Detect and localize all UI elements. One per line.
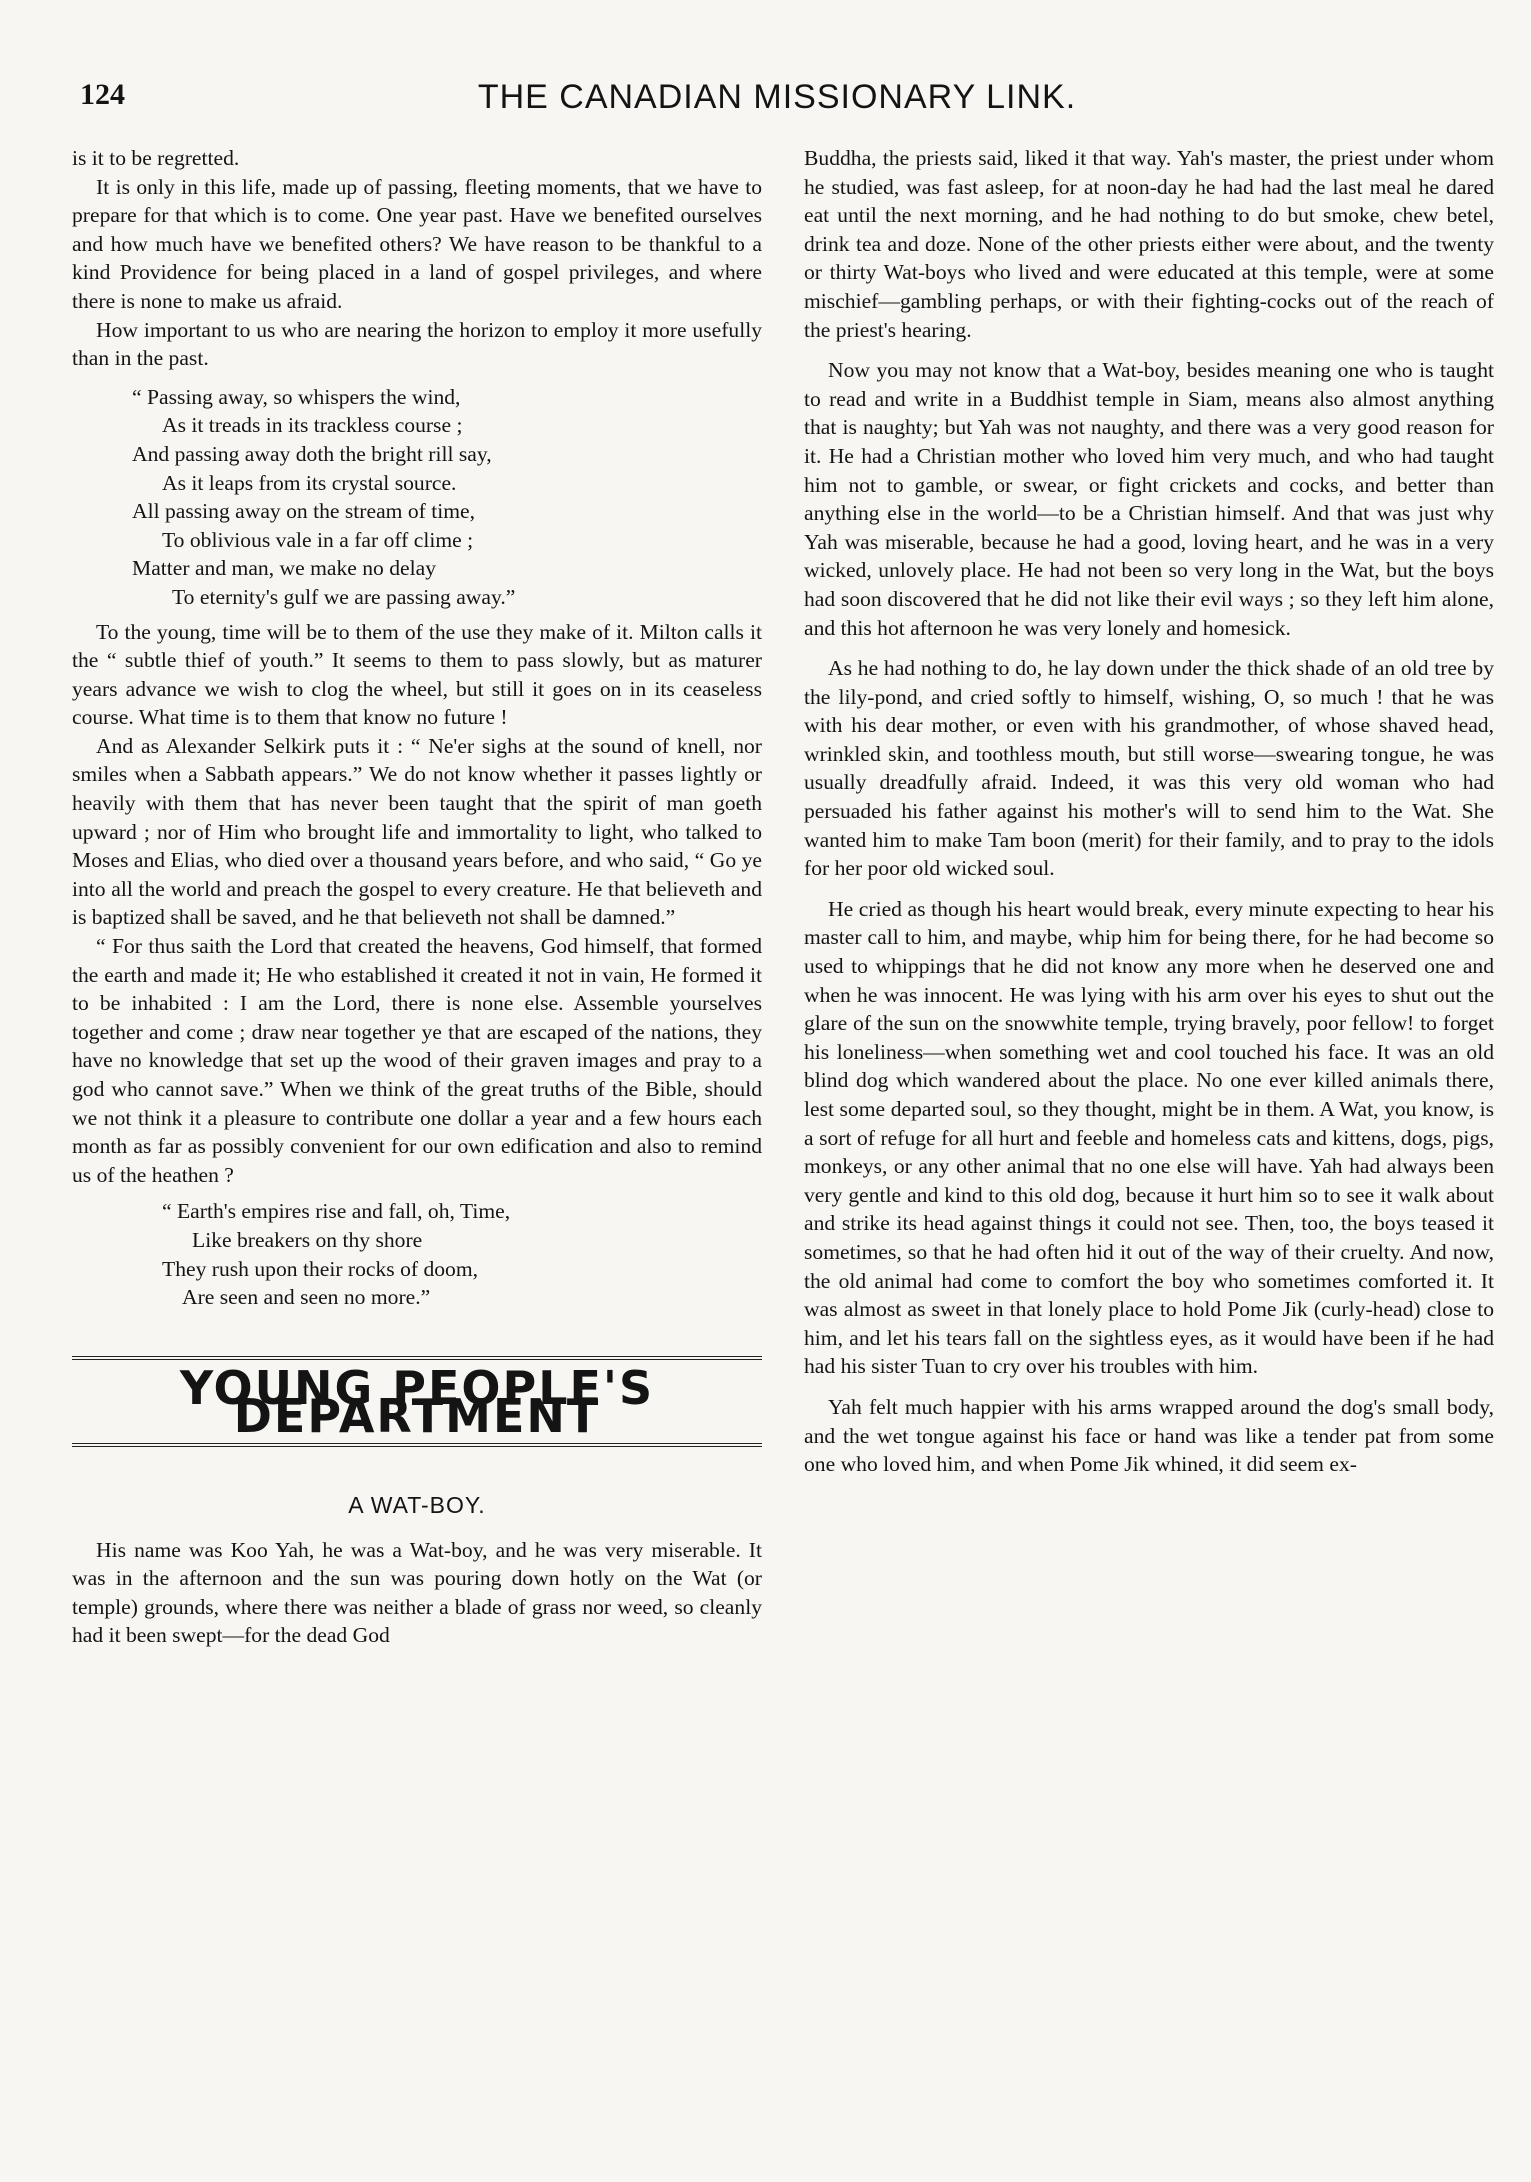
poem	[162, 1197, 762, 1311]
publication-title: THE CANADIAN MISSIONARY LINK.	[477, 78, 1077, 116]
article-title: A WAT-BOY.	[348, 1491, 486, 1518]
page-number: 124	[80, 78, 125, 111]
poem-line: Matter and man, we make no delay	[132, 556, 436, 581]
paragraph: As he had nothing to do, he lay down under the thick shade of an old tree by the lily-pond, and cried softly to himself, wishing, O, so much ! that he was with his dear mother, or even with his grandmother, of whose shaved head, wrinkled skin, and toothless mouth, but still worse—swearing tongue, he was usually dreadfully afraid. Indeed, it was this very old woman who had persuaded his father against his mother's will to send him to the Wat. She wanted him to make Tam boon (merit) for their family, and to pray to the idols for her poor old wicked soul.	[804, 656, 1494, 881]
paragraph: He cried as though his heart would break, every minute expecting to hear his master call to him, and maybe, whip him for being there, for he had become so used to whippings that he did not know any more when he deserved one and when he was innocent. He was lying with his arm over his eyes to shut out the glare of the sun on the snowwhite temple, trying bravely, poor fellow! to forget his loneliness—when something wet and cool touched his face. It was an old blind dog which wandered about the place. No one ever killed animals there, lest some departed soul, so they thought, might be in them. A Wat, you know, is a sort of refuge for all hurt and feeble and homeless cats and kittens, dogs, pigs, monkeys, or any other animal that no one else will have. Yah had always been very gentle and kind to this old dog, because it hurt him so to see it walk about and strike its head against things it could not see. Then, too, the boys teased it sometimes, so that he had often hid it out of the way of their cruelty. And now, the old animal had come to comfort the boy who sometimes comforted it. It was almost as sweet in that lonely place to hold Pome Jik (curly-head) close to him, and let his tears fall on the sightless eyes, as it would have been if he had had his sister Tuan to cry over his troubles with him.	[804, 896, 1494, 1379]
section-rule	[72, 1443, 762, 1447]
department-heading: YOUNG PEOPLE'S DEPARTMENT	[179, 1360, 655, 1444]
poem-line: As it leaps from its crystal source.	[162, 470, 457, 495]
poem-line: Like breakers on thy shore	[192, 1227, 423, 1252]
paragraph: Buddha, the priests said, liked it that way. Yah's master, the priest under whom he studied, was fast asleep, for at noon-day he had had the last meal he dared eat until the next morning, and he had nothing to do but smoke, chew betel, drink tea and doze. None of the other priests either were about, and the twenty or thirty Wat-boys who lived and were educated at this temple, were at some mischief—gambling perhaps, or with their fighting-cocks out of the reach of the priest's hearing.	[804, 146, 1494, 342]
left-column	[72, 144, 762, 1650]
paragraph: Yah felt much happier with his arms wrapped around the dog's small body, and the wet tongue against his face or hand was like a tender pat from some one who loved him, and when Pome Jik whined, it did seem ex-	[804, 1394, 1494, 1477]
paragraph: To the young, time will be to them of the use they make of it. Milton calls it the “ subtle thief of youth.” It seems to them to pass slowly, but as maturer years advance we wish to clog the wheel, but still it goes on in its ceaseless course. What time is to them that know no future !	[72, 619, 762, 730]
poem	[132, 383, 762, 612]
running-header	[62, 78, 1492, 118]
poem-line: As it treads in its trackless course ;	[162, 413, 463, 438]
poem-line: “ Earth's empires rise and fall, oh, Time,	[162, 1199, 511, 1224]
poem-line: They rush upon their rocks of doom,	[162, 1256, 479, 1281]
poem-line: And passing away doth the bright rill say,	[132, 441, 492, 466]
paragraph: “ For thus saith the Lord that created the heavens, God himself, that formed the earth and made it; He who established it created it not in vain, He formed it to be inhabited : I am the Lord, there is none else. Assemble yourselves together and come ; draw near together ye that are escaped of the nations, they have no knowledge that set up the wood of their graven images and pray to a god who cannot save.” When we think of the great truths of the Bible, should we not think it a pleasure to contribute one dollar a year and a few hours each month as far as possibly convenient for our own edification and also to remind us of the heathen ?	[72, 934, 762, 1187]
section-rule	[72, 1356, 762, 1360]
poem-line: Are seen and seen no more.”	[182, 1285, 431, 1310]
right-column	[804, 144, 1494, 1479]
paragraph: His name was Koo Yah, he was a Wat-boy, and he was very miserable. It was in the afternoon and the sun was pouring down hotly on the Wat (or temple) grounds, where there was neither a blade of grass nor weed, so cleanly had it been swept—for the dead God	[72, 1537, 762, 1648]
paragraph: And as Alexander Selkirk puts it : “ Ne'er sighs at the sound of knell, nor smiles when a Sabbath appears.” We do not know whether it passes lightly or heavily with them that has never been taught that the spirit of man goeth upward ; nor of Him who brought life and immortality to light, who talked to Moses and Elias, who died over a thousand years before, and who said, “ Go ye into all the world and preach the gospel to every creature. He that believeth and is baptized shall be saved, and he that believeth not shall be damned.”	[72, 733, 762, 930]
paragraph: How important to us who are nearing the horizon to employ it more usefully than in the past.	[72, 317, 762, 371]
paragraph: Now you may not know that a Wat-boy, besides meaning one who is taught to read and write in a Buddhist temple in Siam, means also almost anything that is naughty; but Yah was not naughty, and there was a very good reason for it. He had a Christian mother who loved him very much, and who had taught him not to gamble, or swear, or fight crickets and cocks, and better than anything else in the world—to be a Christian himself. And that was just why Yah was miserable, because he had a good, loving heart, and he was in a very wicked, unlovely place. He had not been so very long in the Wat, but the boys had soon discovered that he did not like their evil ways ; so they left him alone, and this hot afternoon he was very lonely and homesick.	[804, 358, 1494, 640]
poem-line: To oblivious vale in a far off clime ;	[162, 527, 474, 552]
poem-line: To eternity's gulf we are passing away.”	[172, 584, 516, 609]
poem-line: All passing away on the stream of time,	[132, 499, 476, 524]
poem-line: “ Passing away, so whispers the wind,	[132, 384, 461, 409]
paragraph: is it to be regretted.	[72, 146, 240, 170]
paragraph: It is only in this life, made up of passing, fleeting moments, that we have to prepare for that which is to come. One year past. Have we benefited ourselves and how much have we benefited others? We have reason to be thankful to a kind Providence for being placed in a land of gospel privileges, and where there is none to make us afraid.	[72, 174, 762, 313]
